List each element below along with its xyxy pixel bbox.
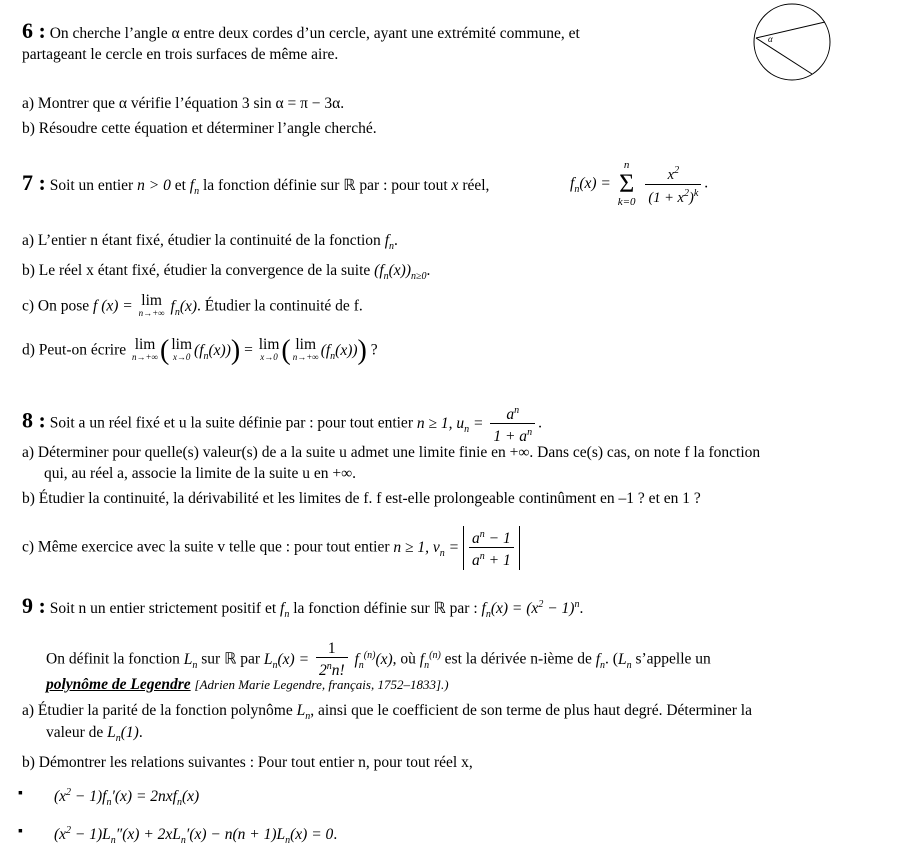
bullet-1: ▪	[18, 786, 23, 801]
ex7-intro: 7 : Soit un entier n > 0 et $f_n$ la fonction définie sur ℝ par : pour tout x réel,	[22, 170, 490, 198]
exercise-number: 9 :	[22, 593, 46, 619]
ex6-a: a) Montrer que α vérifie l’équation 3 sin α = π − 3α.	[22, 95, 345, 112]
angle-label: α	[768, 34, 773, 44]
ex9-def: On définit la fonction $L_n$ sur ℝ par $L_n(x)$ = $\frac{1}{2^nn!}$ $f_n^{(n)}(x)$, où $f_n^{(n)}$ est la dérivée n-ième de $f_n$. ($L_n$ s’appelle un	[46, 640, 711, 680]
ex9-relation-2: $(x^2 - 1)L_n''(x) + 2xL_n'(x) - n(n + 1)L_n(x) = 0$.	[54, 825, 338, 847]
ex6-line2: partageant le cercle en trois surfaces de même aire.	[22, 46, 339, 63]
exercise-number: 6 :	[22, 18, 46, 43]
circle-figure	[752, 0, 832, 84]
ex9-legendre: polynôme de Legendre [Adrien Marie Legendre, français, 1752–1833].)	[46, 676, 449, 693]
ex6-text: On cherche l’angle α entre deux cordes d’un cercle, ayant une extrémité commune, et	[49, 25, 580, 42]
ex8-a1: a) Déterminer pour quelle(s) valeur(s) de a la suite u admet une limite finie en +∞. Dans ce(s) cas, on note f la fonction	[22, 444, 761, 461]
ex7-b: b) Le réel x étant fixé, étudier la convergence de la suite $(f_n(x))_{n\ge 0}$.	[22, 262, 431, 283]
ex7-c: c) On pose f (x) = lim n→+∞ $f_n(x)$. Étudier la continuité de f.	[22, 292, 363, 318]
ex9-b: b) Démontrer les relations suivantes : Pour tout entier n, pour tout réel x,	[22, 754, 473, 771]
ex7-a: a) L’entier n étant fixé, étudier la continuité de la fonction $f_n$.	[22, 232, 398, 253]
ex8-a2: qui, au réel a, associe la limite de la suite u en +∞.	[44, 465, 357, 482]
ex6-b: b) Résoudre cette équation et déterminer l’angle cherché.	[22, 120, 377, 137]
ex9-a2: valeur de $L_n(1)$.	[46, 724, 143, 745]
ex7-d: d) Peut-on écrire lim n→+∞ ( lim x→0 $(f_n(x))$) = lim x→0 ( lim n→+∞ $(f_n(x))$) ?	[22, 335, 378, 366]
ex6-line1	[22, 18, 580, 43]
ex9-intro: 9 : Soit n un entier strictement positif et $f_n$ la fonction définie sur ℝ par : $f_n(x) = (x^2 - 1)^n$.	[22, 593, 584, 621]
bullet-2: ▪	[18, 824, 23, 839]
ex8-c: c) Même exercice avec la suite v telle que : pour tout entier n ≥ 1, $v_n$ = $\frac{a^n - 1}{a^n + 1}$	[22, 526, 520, 570]
ex8-intro: 8 : Soit a un réel fixé et u la suite définie par : pour tout entier n ≥ 1, $u_n$ = $\frac{a^n}{1 + a^n}$ .	[22, 402, 542, 446]
ex9-relation-1: $(x^2 - 1)f_n'(x) = 2nxf_n(x)$	[54, 787, 200, 809]
exercise-number: 8 :	[22, 407, 46, 433]
ex7-formula: $f_n(x) = n$ Σ k=0 $\frac{x^2}{(1 + x^2)^k}$ .	[570, 159, 709, 208]
ex9-a1: a) Étudier la parité de la fonction polynôme $L_n$, ainsi que le coefficient de son terme de plus haut degré. Déterminer la	[22, 702, 752, 723]
ex8-b: b) Étudier la continuité, la dérivabilité et les limites de f. f est-elle prolongeable continûment en –1 ? et en 1 ?	[22, 490, 701, 507]
exercise-number: 7 :	[22, 170, 46, 195]
